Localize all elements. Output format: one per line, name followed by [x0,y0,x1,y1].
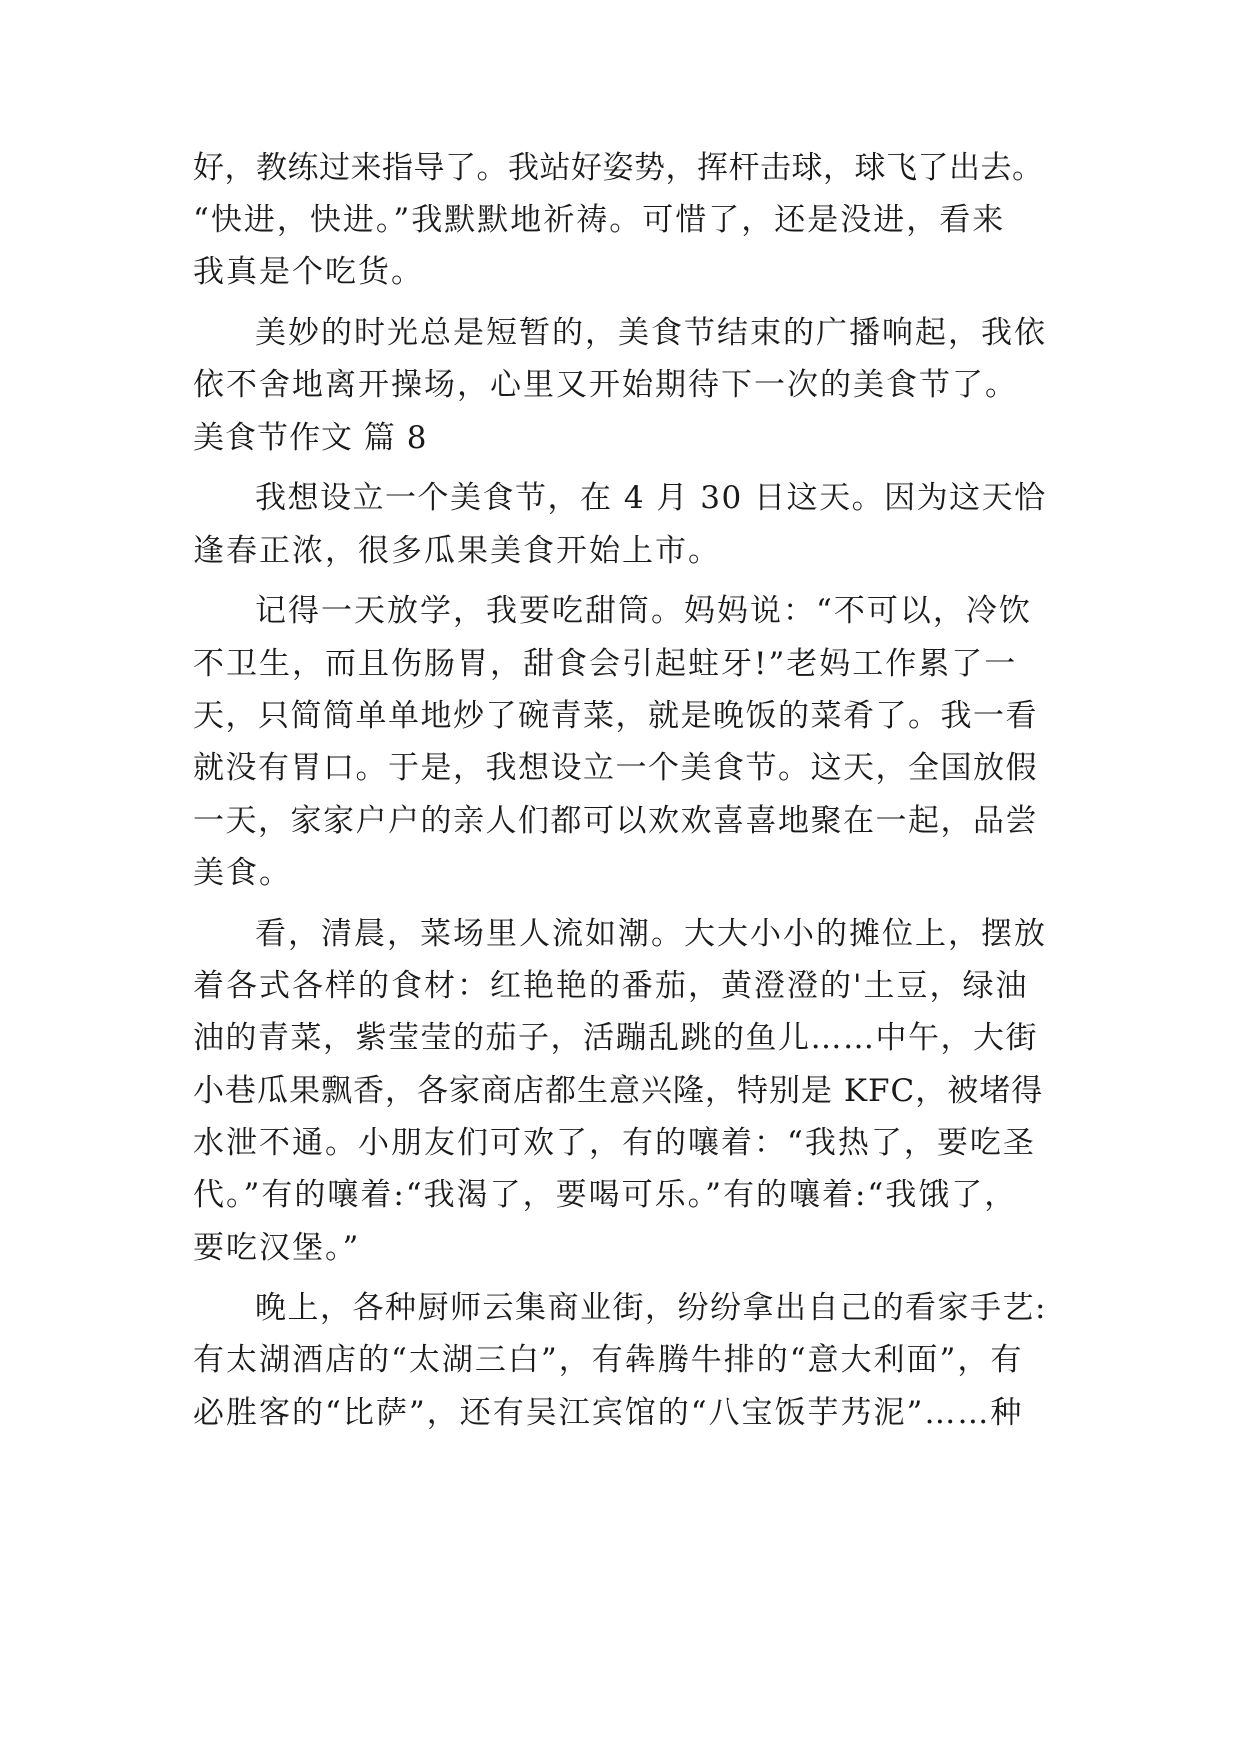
text-line: 美妙的时光总是短暂的，美食节结束的广播响起，我依 [255,315,1047,351]
text-line: 要吃汉堡。” [193,1230,361,1266]
text-line: 有太湖酒店的“太湖三白”，有犇腾牛排的“意大利面”，有 [193,1342,1024,1378]
text-line: 不卫生，而且伤肠胃，甜食会引起蛀牙!”老妈工作累了一 [193,646,1018,682]
text-line: 水泄不通。小朋友们可欢了，有的嚷着：“我热了，要吃圣 [193,1125,1036,1161]
text-line: 美食。 [193,855,292,891]
text-line: 一天，家家户户的亲人们都可以欢欢喜喜地聚在一起，品尝 [193,803,1038,839]
text-line: 代。”有的嚷着:“我渴了，要喝可乐。”有的嚷着:“我饿了， [193,1177,1018,1213]
text-line: 晚上，各种厨师云集商业街，纷纷拿出自己的看家手艺: [255,1290,1047,1326]
text-line: 油的青菜，紫莹莹的茄子，活蹦乱跳的鱼儿……中午，大街 [193,1020,1038,1056]
text-line: 着各式各样的食材：红艳艳的番茄，黄澄澄的'土豆，绿油 [193,968,1029,1004]
text-line: 我真是个吃货。 [193,254,424,290]
text-line: 天，只简简单单地炒了碗青菜，就是晚饭的菜肴了。我一看 [193,698,1038,734]
text-line: 我想设立一个美食节，在 4 月 30 日这天。因为这天恰 [255,480,1047,516]
text-line: 逢春正浓，很多瓜果美食开始上市。 [193,533,721,569]
text-line: 看，清晨，菜场里人流如潮。大大小小的摊位上，摆放 [255,916,1047,952]
text-line: 小巷瓜果飘香，各家商店都生意兴隆，特别是 KFC，被堵得 [193,1073,1044,1109]
section-heading: 美食节作文 篇 8 [193,420,428,456]
text-line: 就没有胃口。于是，我想设立一个美食节。这天，全国放假 [193,750,1038,786]
text-line: 依不舍地离开操场，心里又开始期待下一次的美食节了。 [193,367,1018,403]
text-line: 好，教练过来指导了。我站好姿势，挥杆击球，球飞了出去。 [193,150,1044,186]
text-line: “快进，快进。”我默默地祈祷。可惜了，还是没进，看来 [193,202,1006,238]
text-line: 必胜客的“比萨”，还有吴江宾馆的“八宝饭芋艿泥”……种 [193,1395,1024,1431]
text-line: 记得一天放学，我要吃甜筒。妈妈说：“不可以，冷饮 [255,593,1032,629]
